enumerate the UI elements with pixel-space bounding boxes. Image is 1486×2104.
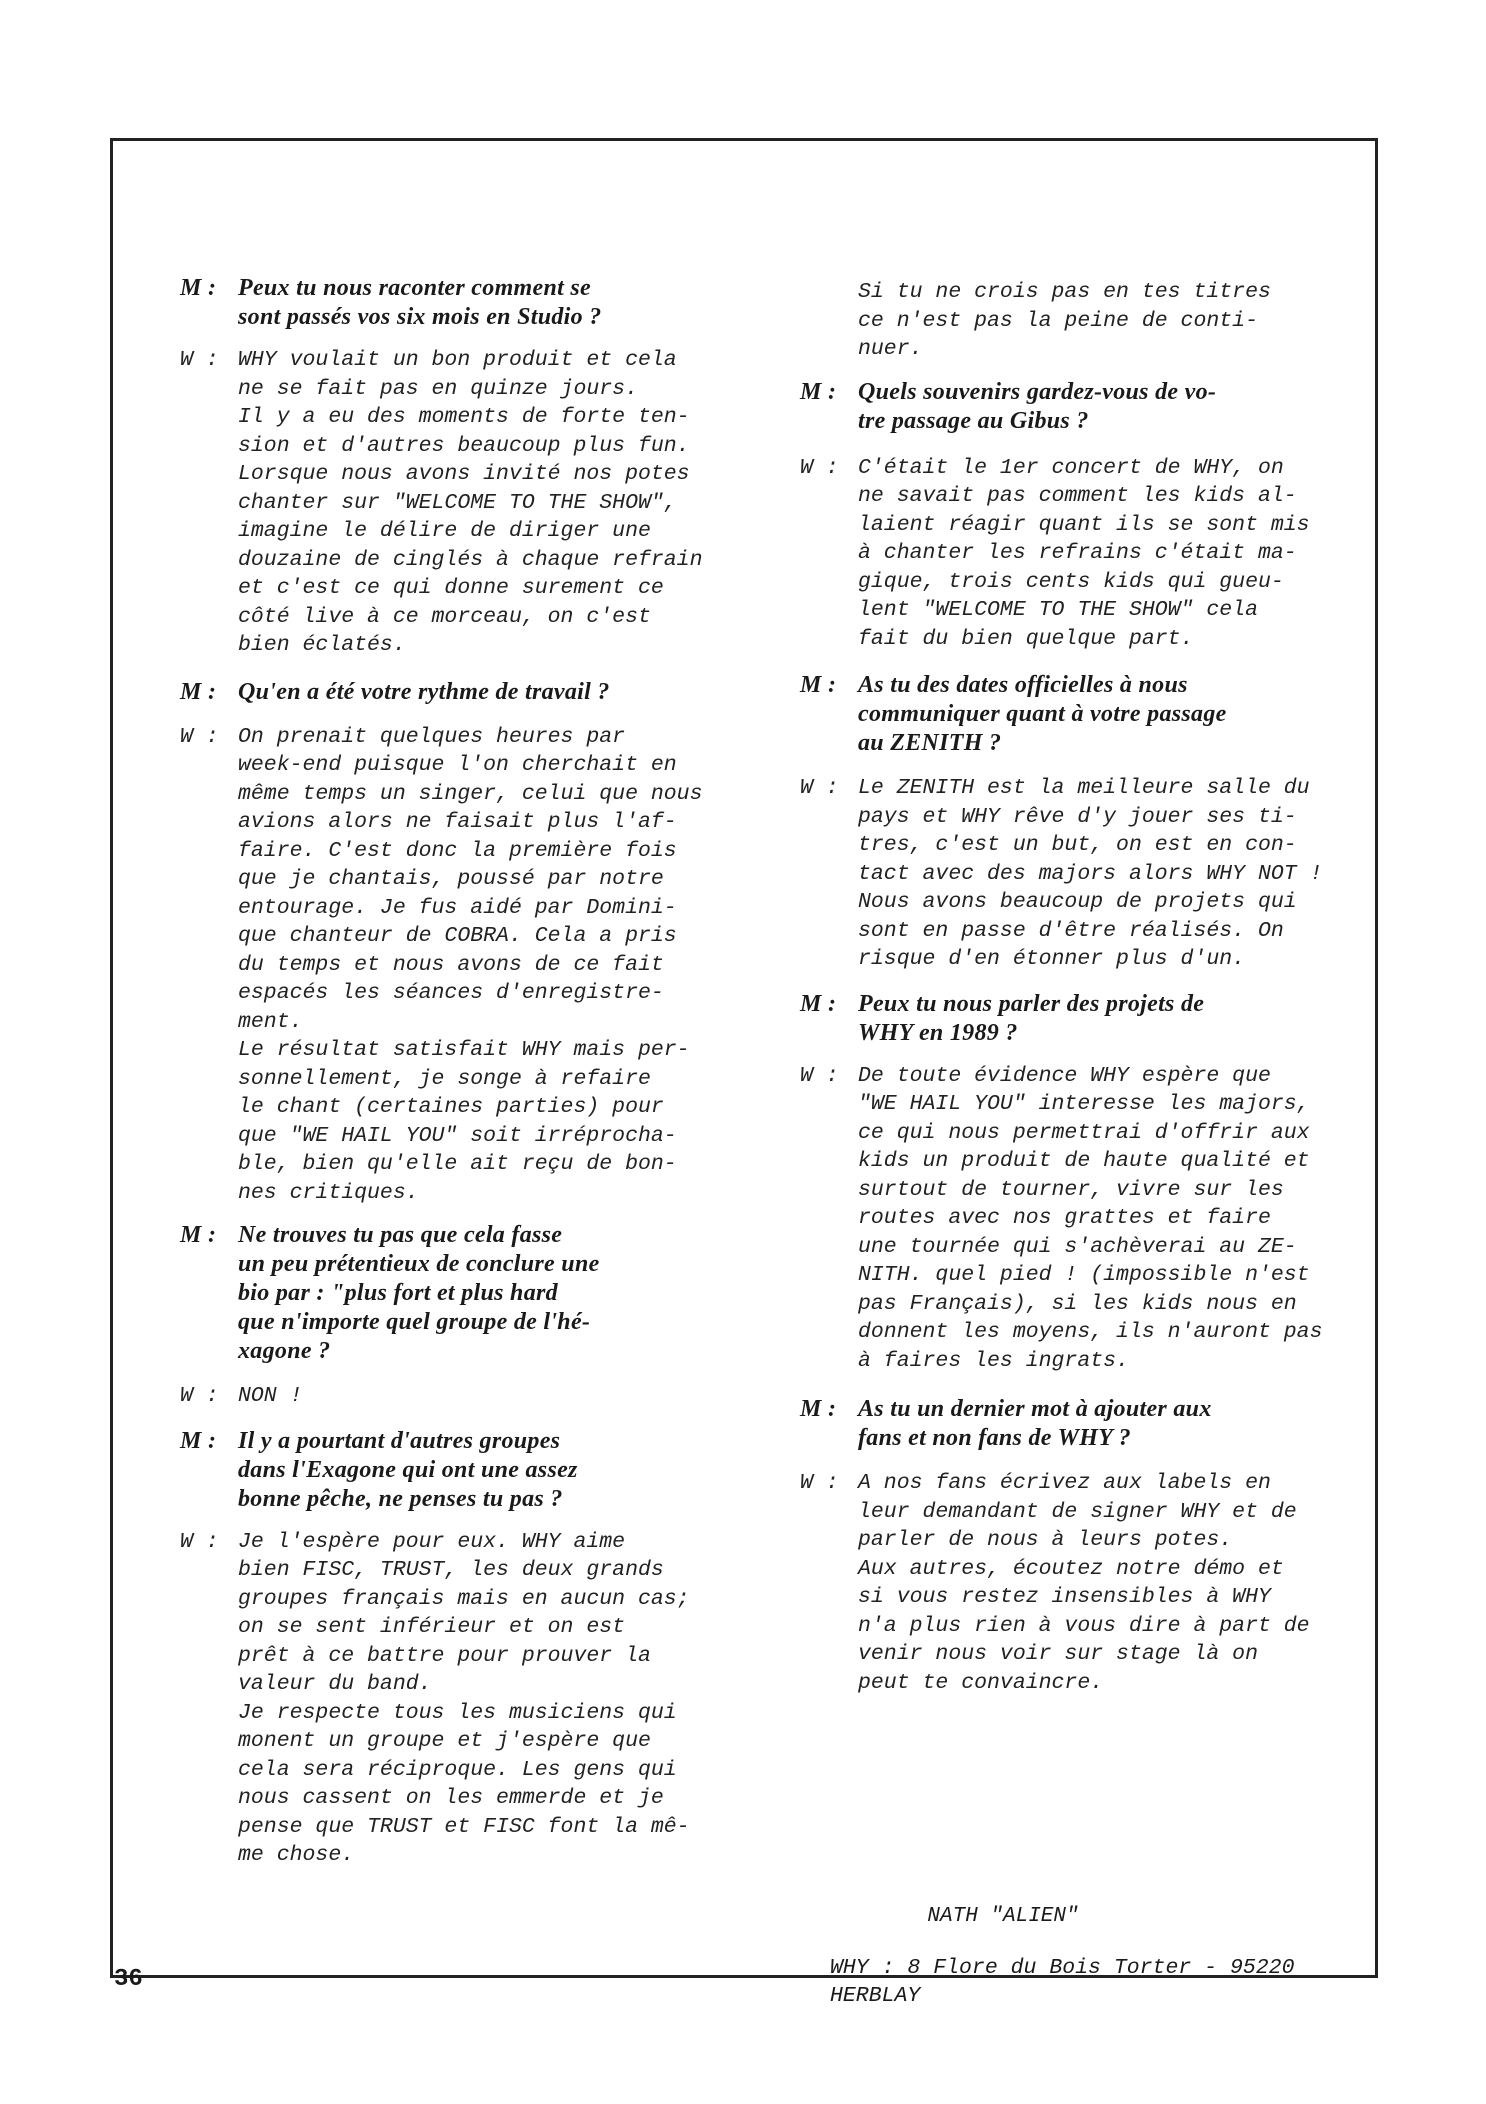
interview-question (180, 678, 800, 707)
answer-text: Si tu ne crois pas en tes titres ce n'est pas la peine de conti- nuer. (858, 280, 1271, 361)
speaker-label: M : (800, 990, 837, 1017)
right-column (800, 262, 1380, 1697)
question-text: Peux tu nous raconter comment se sont passés vos six mois en Studio ? (238, 275, 602, 330)
speaker-label: M : (180, 275, 217, 301)
interview-question (800, 990, 1380, 1048)
answer-text: On prenait quelques heures par week-end puisque l'on cherchait en même temps un singer, celui que nous avions alors ne faisait plus l'af- faire. C'est donc la première fois que je chantais, poussé par notre entourage. Je fus aidé par Domini- que chanteur de COBRA. Cela a pris du temps et nous avons de ce fait espacés les séances d'enregistre- ment. Le résultat satisfait WHY mais per- sonnellement, je songe à refaire le chant (certaines parties) pour que "WE HAIL YOU" soit irréprocha- ble, bien qu'elle ait reçu de bon- nes critiques. (238, 724, 703, 1205)
answer-text: Le ZENITH est la meilleure salle du pays et WHY rêve d'y jouer ses ti- tres, c'est un but, on est en con- tact avec des majors alors WHY NOT ! Nous avons beaucoup de projets qui sont en passe d'être réalisés. On risque d'en étonner plus d'un. (858, 776, 1323, 971)
page-number: 36 (114, 1966, 143, 1993)
author-signature: NATH "ALIEN" (927, 1905, 1079, 1928)
interview-question (180, 1221, 800, 1366)
answer-text: De toute évidence WHY espère que "WE HAIL YOU" interesse les majors, ce qui nous permettrai d'offrir aux kids un produit de haute qualité et surtout de tourner, vivre sur les routes avec nos grattes et faire une tournée qui s'achèverai au ZE- NITH. quel pied ! (impossible n'est pas Français), si les kids nous en donnent les moyens, ils n'auront pas à faires les ingrats. (858, 1063, 1323, 1373)
question-text: Peux tu nous parler des projets de WHY en 1989 ? (858, 990, 1205, 1046)
question-text: Il y a pourtant d'autres groupes dans l'Exagone qui ont une assez bonne pêche, ne penses tu pas ? (238, 1427, 578, 1512)
speaker-label: M : (800, 1396, 837, 1422)
speaker-label: W : (180, 1384, 219, 1408)
interview-answer (800, 278, 1380, 364)
answer-text: A nos fans écrivez aux labels en leur demandant de signer WHY et de parler de nous à leurs potes. Aux autres, écoutez notre démo et si vous restez insensibles à WHY n'a plus rien à vous dire à part de venir nous voir sur stage là on peut te convaincre. (858, 1471, 1310, 1695)
interview-question (180, 274, 800, 332)
interview-question (800, 1395, 1380, 1453)
interview-question (180, 1427, 800, 1514)
question-text: Qu'en a été votre rythme de travail ? (238, 678, 610, 705)
speaker-label: M : (180, 678, 217, 705)
interview-answer (180, 1528, 800, 1870)
answer-text: NON ! (238, 1384, 303, 1408)
speaker-label: M : (180, 1427, 217, 1454)
question-text: As tu des dates officielles à nous communiquer quant à votre passage au ZENITH ? (858, 672, 1227, 756)
answer-text: Je l'espère pour eux. WHY aime bien FISC, TRUST, les deux grands groupes français mais en aucun cas; on se sent inférieur et on est prêt à ce battre pour prouver la valeur du band. Je respecte tous les musiciens qui monent un groupe et j'espère que cela sera réciproque. Les gens qui nous cassent on les emmerde et je pense que TRUST et FISC font la mê- me chose. (238, 1529, 690, 1867)
question-text: Quels souvenirs gardez-vous de vo- tre passage au Gibus ? (858, 378, 1217, 434)
speaker-label: M : (800, 378, 837, 405)
speaker-label: W : (800, 1471, 839, 1495)
speaker-label: W : (180, 1529, 219, 1554)
interview-answer (180, 346, 800, 660)
answer-text: WHY voulait un bon produit et cela ne se fait pas en quinze jours. Il y a eu des moments de forte ten- sion et d'autres beaucoup plus fun. Lorsque nous avons invité nos potes chanter sur "WELCOME TO THE SHOW", imagine le délire de diriger une douzaine de cinglés à chaque refrain et c'est ce qui donne surement ce côté live à ce morceau, on c'est bien éclatés. (238, 348, 703, 657)
speaker-label: M : (800, 672, 837, 698)
speaker-label: M : (180, 1222, 217, 1248)
contact-address: WHY : 8 Flore du Bois Torter - 95220 HERBLAY (830, 1956, 1295, 2008)
interview-answer (800, 1469, 1380, 1697)
answer-text: C'était le 1er concert de WHY, on ne savait pas comment les kids al- laient réagir quant ils se sont mis à chanter les refrains c'était ma- gique, trois cents kids qui gueu- lent "WELCOME TO THE SHOW" cela fait du bien quelque part. (858, 455, 1310, 651)
question-text: As tu un dernier mot à ajouter aux fans et non fans de WHY ? (858, 1396, 1212, 1451)
speaker-label: W : (180, 724, 219, 749)
interview-answer (180, 1382, 800, 1411)
interview-question (800, 671, 1380, 758)
interview-answer (800, 1062, 1380, 1376)
question-text: Ne trouves tu pas que cela fasse un peu prétentieux de conclure une bio par : "plus fort et plus hard que n'importe quel groupe de l'hé- xagone ? (238, 1222, 600, 1364)
left-column (180, 258, 800, 1870)
interview-answer (800, 774, 1380, 974)
speaker-label: W : (800, 455, 839, 480)
speaker-label: W : (800, 776, 839, 800)
interview-answer (180, 723, 800, 1208)
speaker-label: W : (800, 1063, 839, 1088)
interview-answer (800, 454, 1380, 654)
speaker-label: W : (180, 348, 219, 372)
interview-question (800, 378, 1380, 436)
